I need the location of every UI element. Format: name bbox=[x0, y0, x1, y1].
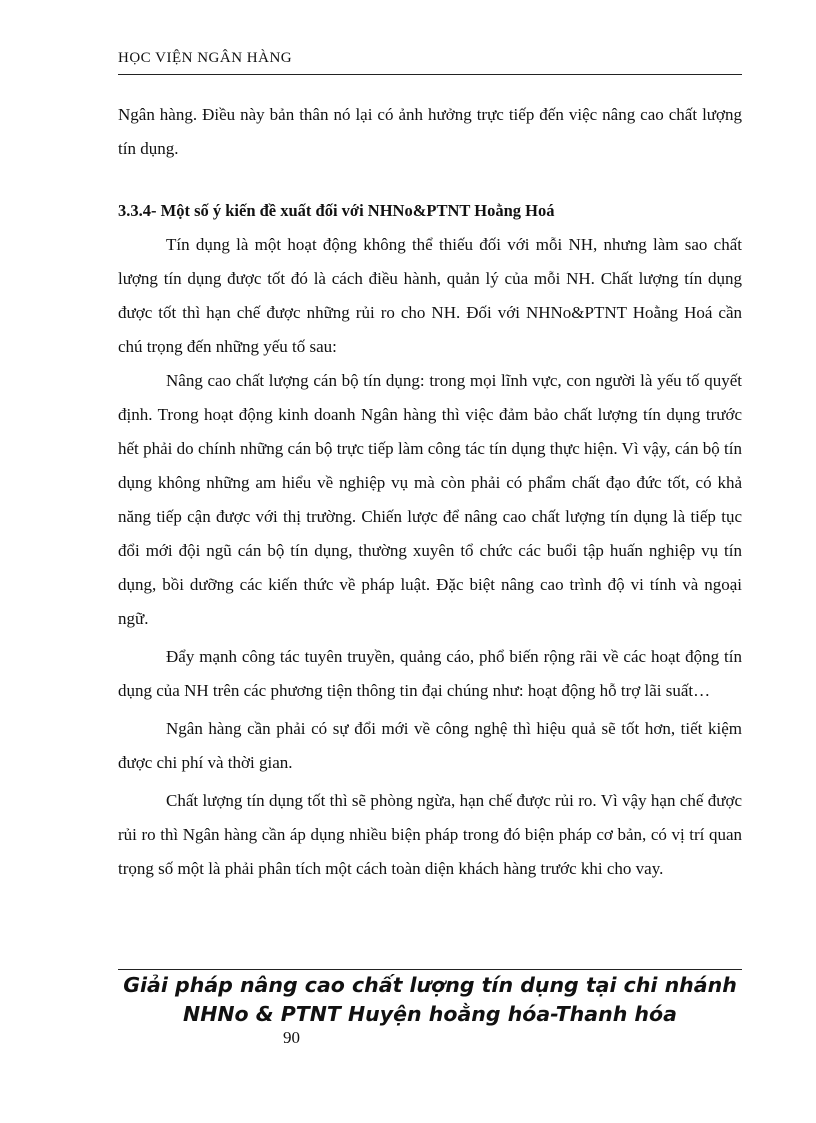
paragraph-1: Tín dụng là một hoạt động không thể thiếu đối với mỗi NH, nhưng làm sao chất lượng tín dụng được tốt đó là cách điều hành, quản lý của mỗi NH. Chất lượng tín dụng được tốt thì hạn chế được những rủi ro cho NH. Đối với NHNo&PTNT Hoằng Hoá cần chú trọng đến những yếu tố sau: bbox=[118, 235, 742, 356]
page-number: 90 bbox=[283, 1028, 300, 1047]
paragraph-4: Ngân hàng cần phải có sự đổi mới về công nghệ thì hiệu quả sẽ tốt hơn, tiết kiệm được chi phí và thời gian. bbox=[118, 719, 742, 772]
paragraph-2: Nâng cao chất lượng cán bộ tín dụng: trong mọi lĩnh vực, con người là yếu tố quyết định. Trong hoạt động kinh doanh Ngân hàng thì việc đảm bảo chất lượng tín dụng trước hết phải do chính những cán bộ trực tiếp làm công tác tín dụng thực hiện. Vì vậy, cán bộ tín dụng không những am hiểu về nghiệp vụ mà còn phải có phẩm chất đạo đức tốt, có khả năng tiếp cận được với thị trường. Chiến lược để nâng cao chất lượng tín dụng là tiếp tục đổi mới đội ngũ cán bộ tín dụng, thường xuyên tổ chức các buổi tập huấn nghiệp vụ tín dụng, bồi dưỡng các kiến thức về pháp luật. Đặc biệt nâng cao trình độ vi tính và ngoại ngữ. bbox=[118, 371, 742, 628]
section-heading: 3.3.4- Một số ý kiến đề xuất đối với NHNo&PTNT Hoằng Hoá bbox=[118, 201, 555, 220]
continuation-paragraph: Ngân hàng. Điều này bản thân nó lại có ảnh hưởng trực tiếp đến việc nâng cao chất lượng tín dụng. bbox=[118, 105, 742, 158]
footer-title-line-2: NHNo & PTNT Huyện hoằng hóa-Thanh hóa bbox=[183, 1002, 677, 1026]
page-body bbox=[118, 98, 742, 886]
running-header: HỌC VIỆN NGÂN HÀNG bbox=[118, 50, 293, 66]
paragraph-3: Đẩy mạnh công tác tuyên truyền, quảng cáo, phổ biến rộng rãi về các hoạt động tín dụng của NH trên các phương tiện thông tin đại chúng như: hoạt động hỗ trợ lãi suất… bbox=[118, 647, 742, 700]
footer-divider bbox=[118, 969, 742, 970]
footer-title bbox=[118, 971, 742, 1029]
paragraph-5: Chất lượng tín dụng tốt thì sẽ phòng ngừa, hạn chế được rủi ro. Vì vậy hạn chế được rủi ro thì Ngân hàng cần áp dụng nhiều biện pháp trong đó biện pháp cơ bản, có vị trí quan trọng số một là phải phân tích một cách toàn diện khách hàng trước khi cho vay. bbox=[118, 791, 742, 878]
header-divider bbox=[118, 74, 742, 75]
footer-title-line-1: Giải pháp nâng cao chất lượng tín dụng tại chi nhánh bbox=[123, 973, 737, 997]
